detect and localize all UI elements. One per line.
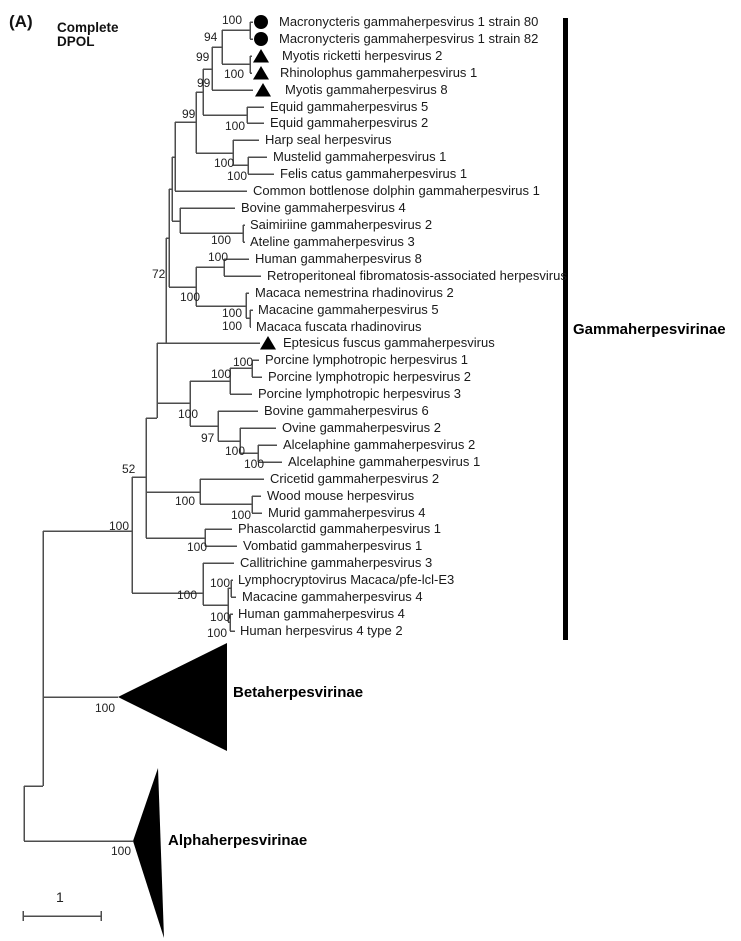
figure-title <box>57 21 119 49</box>
taxon-label: Bovine gammaherpesvirus 4 <box>241 200 406 215</box>
taxon-label: Myotis gammaherpesvirus 8 <box>285 82 448 97</box>
figure-title-line1: Complete <box>57 20 119 35</box>
bootstrap-value: 100 <box>187 540 208 554</box>
bootstrap-value: 100 <box>222 306 243 320</box>
bootstrap-value: 97 <box>201 431 215 445</box>
bat-circle-marker-icon <box>254 15 268 29</box>
bootstrap-value: 100 <box>225 119 246 133</box>
bootstrap-value: 100 <box>208 250 229 264</box>
taxon-label: Wood mouse herpesvirus <box>267 488 415 503</box>
taxon-label: Macacine gammaherpesvirus 4 <box>242 589 423 604</box>
bootstrap-value: 100 <box>210 576 231 590</box>
taxon-label: Eptesicus fuscus gammaherpesvirus <box>283 335 495 350</box>
collapsed-clade-label: Alphaherpesvirinae <box>168 832 308 849</box>
bootstrap-value: 100 <box>214 156 235 170</box>
bootstrap-value: 100 <box>233 355 254 369</box>
bootstrap-value: 100 <box>180 290 201 304</box>
collapsed-clade-triangle <box>133 768 164 938</box>
taxon-label: Porcine lymphotropic herpesvirus 2 <box>268 369 472 384</box>
bootstrap-value: 100 <box>111 844 132 858</box>
taxon-label: Harp seal herpesvirus <box>265 132 392 147</box>
taxon-label: Vombatid gammaherpesvirus 1 <box>243 538 423 553</box>
bootstrap-value: 100 <box>178 407 199 421</box>
taxon-label: Human gammaherpesvirus 4 <box>238 606 405 621</box>
bootstrap-value: 100 <box>231 508 252 522</box>
bootstrap-value: 100 <box>244 457 265 471</box>
taxon-label: Ateline gammaherpesvirus 3 <box>250 234 415 249</box>
bootstrap-value: 99 <box>197 76 211 90</box>
taxon-label: Porcine lymphotropic herpesvirus 3 <box>258 386 462 401</box>
bootstrap-value: 100 <box>225 444 246 458</box>
bat-triangle-marker-icon <box>260 336 276 350</box>
taxon-label: Human herpesvirus 4 type 2 <box>240 623 403 638</box>
taxon-label: Rhinolophus gammaherpesvirus 1 <box>280 65 478 80</box>
taxon-label: Alcelaphine gammaherpesvirus 2 <box>283 437 476 452</box>
bootstrap-value: 100 <box>175 494 196 508</box>
bat-circle-marker-icon <box>254 32 268 46</box>
taxon-label: Macaca nemestrina rhadinovirus 2 <box>255 285 454 300</box>
bootstrap-value: 100 <box>177 588 198 602</box>
taxon-label: Macronycteris gammaherpesvirus 1 strain 80 <box>279 14 539 29</box>
gammaherpesvirinae-bar <box>563 18 568 640</box>
taxon-label: Phascolarctid gammaherpesvirus 1 <box>238 521 442 536</box>
collapsed-clade-label: Betaherpesvirinae <box>233 684 364 701</box>
taxon-label: Bovine gammaherpesvirus 6 <box>264 403 429 418</box>
taxon-label: Human gammaherpesvirus 8 <box>255 251 422 266</box>
taxon-label: Equid gammaherpesvirus 5 <box>270 99 429 114</box>
bootstrap-value: 100 <box>207 626 228 640</box>
taxon-label: Lymphocryptovirus Macaca/pfe-lcl-E3 <box>238 572 455 587</box>
bootstrap-value: 100 <box>222 13 243 27</box>
taxon-label: Macacine gammaherpesvirus 5 <box>258 302 439 317</box>
taxon-label: Common bottlenose dolphin gammaherpesvirus 1 <box>253 183 540 198</box>
bootstrap-value: 100 <box>227 169 248 183</box>
bootstrap-value: 100 <box>95 701 116 715</box>
taxon-label: Saimiriine gammaherpesvirus 2 <box>250 217 433 232</box>
taxon-label: Macaca fuscata rhadinovirus <box>256 319 422 334</box>
bootstrap-value: 100 <box>222 319 243 333</box>
bootstrap-value: 100 <box>224 67 245 81</box>
bootstrap-value: 99 <box>196 50 210 64</box>
taxon-label: Murid gammaherpesvirus 4 <box>268 505 426 520</box>
bat-triangle-marker-icon <box>253 66 269 80</box>
figure-title-line2: DPOL <box>57 34 95 49</box>
bootstrap-value: 100 <box>211 233 232 247</box>
bootstrap-value: 100 <box>210 610 231 624</box>
bootstrap-value: 99 <box>182 107 196 121</box>
taxon-label: Alcelaphine gammaherpesvirus 1 <box>288 454 481 469</box>
collapsed-clade-triangle <box>118 643 227 751</box>
panel-label: (A) <box>9 12 33 31</box>
bootstrap-value: 100 <box>211 367 232 381</box>
bootstrap-value: 100 <box>109 519 130 533</box>
taxon-label: Ovine gammaherpesvirus 2 <box>282 420 441 435</box>
scale-bar-label: 1 <box>56 889 64 905</box>
taxon-label: Macronycteris gammaherpesvirus 1 strain 82 <box>279 31 539 46</box>
taxon-label: Porcine lymphotropic herpesvirus 1 <box>265 352 469 367</box>
taxon-label: Mustelid gammaherpesvirus 1 <box>273 149 447 164</box>
taxon-label: Myotis ricketti herpesvirus 2 <box>282 48 443 63</box>
bootstrap-value: 94 <box>204 30 218 44</box>
bootstrap-value: 52 <box>122 462 136 476</box>
bat-triangle-marker-icon <box>255 83 271 97</box>
gammaherpesvirinae-label: Gammaherpesvirinae <box>573 321 726 338</box>
bat-triangle-marker-icon <box>253 49 269 63</box>
taxon-label: Felis catus gammaherpesvirus 1 <box>280 166 468 181</box>
bootstrap-value: 72 <box>152 267 166 281</box>
taxon-label: Retroperitoneal fibromatosis-associated herpesvirus <box>267 268 567 283</box>
taxon-label: Callitrichine gammaherpesvirus 3 <box>240 555 433 570</box>
taxon-label: Equid gammaherpesvirus 2 <box>270 115 429 130</box>
taxon-label: Cricetid gammaherpesvirus 2 <box>270 471 440 486</box>
